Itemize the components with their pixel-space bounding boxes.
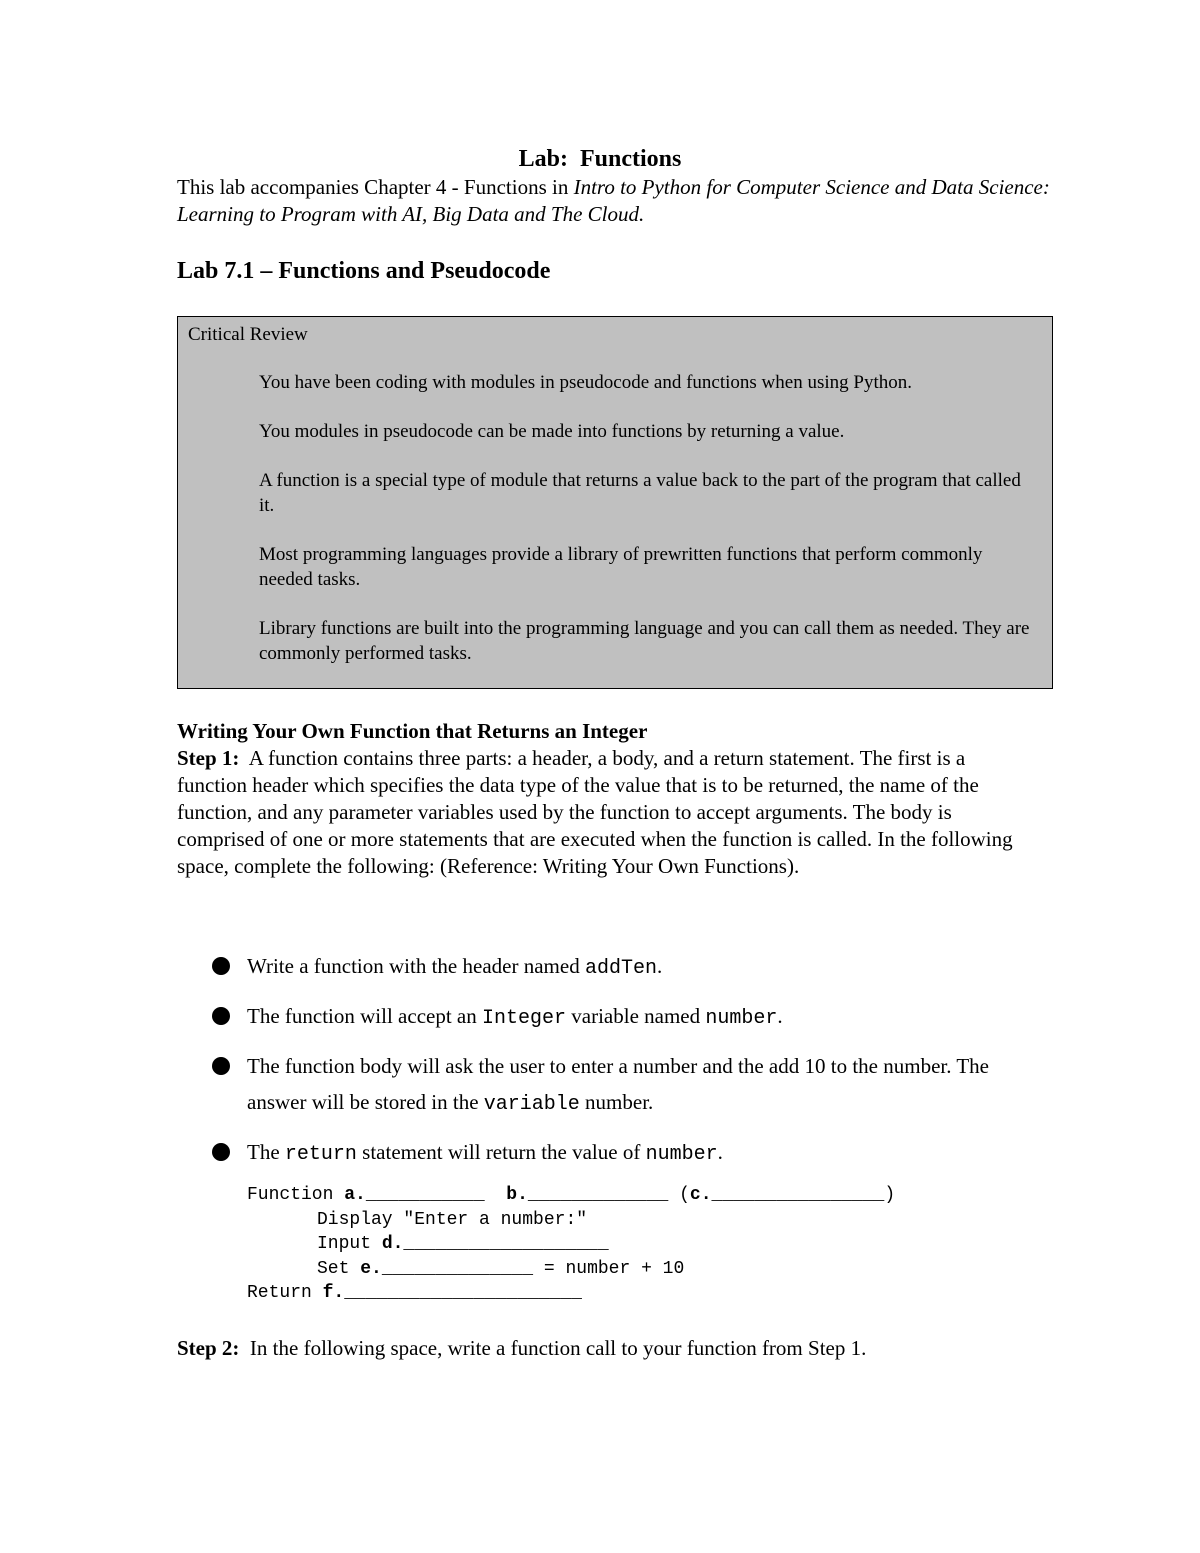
code-text: variable: [483, 1093, 580, 1116]
blank-label: d.: [381, 1234, 404, 1254]
intro-paragraph: [177, 174, 1057, 228]
bullet-text: statement will return the value of: [356, 1140, 646, 1164]
bullet-text: number.: [579, 1090, 654, 1114]
blank-b: _____________: [527, 1185, 669, 1205]
bullet-text: .: [717, 1140, 723, 1164]
critical-review-title: Critical Review: [188, 324, 308, 345]
blank-a: ___________: [365, 1185, 485, 1205]
pseudocode-line: [247, 1232, 895, 1257]
code-text: Integer: [482, 1007, 567, 1030]
keyword: Set: [317, 1258, 361, 1279]
blank-label: b.: [506, 1185, 528, 1205]
blank-label: a.: [344, 1185, 366, 1205]
blank-c: ________________: [711, 1185, 885, 1205]
blank-label: c.: [689, 1185, 712, 1205]
review-item: A function is a special type of module that returns a value back to the part of the program that called it.: [259, 470, 1021, 516]
blank-f: ______________________: [344, 1283, 582, 1303]
bullet-text: variable named: [566, 1004, 706, 1028]
code-text: return: [284, 1143, 357, 1166]
review-item: You have been coding with modules in pseudocode and functions when using Python.: [259, 372, 912, 393]
bullet-text: .: [777, 1004, 783, 1028]
bullet-icon: [212, 1007, 230, 1025]
pseudocode-line: [247, 1281, 895, 1306]
review-item: Most programming languages provide a library of prewritten functions that perform commonly needed tasks.: [259, 544, 983, 590]
critical-review-box: [177, 316, 1053, 689]
step-2-paragraph: [177, 1335, 1037, 1362]
bullet-text: The function body will ask the user to enter a number and the add 10 to the number. The answer will be stored in the: [247, 1054, 990, 1114]
bullet-icon: [212, 957, 230, 975]
step-1-label: Step 1:: [177, 746, 240, 770]
step-1-paragraph: [177, 745, 1037, 880]
bullet-text: .: [656, 954, 663, 978]
code-text: number: [645, 1143, 718, 1166]
code-text: number: [705, 1007, 778, 1030]
lab-heading: Lab 7.1 – Functions and Pseudocode: [177, 258, 551, 284]
step-1-text: A function contains three parts: a header, a body, and a return statement. The first is a function header which specifies the data type of the value that is to be returned, the name of the function, and any parameter variables used by the function to accept arguments. The body is comprised of one or more statements that are executed when the function is called. In the following space, complete the following: (Reference: Writing Your Own Functions).: [177, 746, 1013, 878]
blank-e: ______________: [381, 1258, 534, 1279]
page-title: Lab: Functions: [518, 146, 682, 172]
keyword: Input: [317, 1234, 382, 1254]
paren: ): [884, 1185, 896, 1205]
step-2-label: Step 2:: [177, 1336, 240, 1360]
pseudocode-line: [247, 1183, 895, 1208]
pseudocode-line: [247, 1257, 895, 1282]
review-item: You modules in pseudocode can be made into functions by returning a value.: [259, 421, 845, 442]
code-text: addTen: [584, 957, 657, 980]
book-title: Intro to Python for Computer Science and Data Science: Learning to Program with AI, Big Data and The Cloud.: [177, 175, 1050, 226]
keyword: Return: [247, 1283, 323, 1303]
blank-label: f.: [322, 1283, 345, 1303]
instruction-list: [212, 948, 1012, 1184]
list-item: [212, 1134, 1012, 1173]
section-heading: Writing Your Own Function that Returns an Integer: [177, 719, 648, 743]
pseudocode-block: [247, 1183, 895, 1306]
list-item: [212, 998, 1012, 1037]
bullet-text: Write a function with the header named: [247, 954, 585, 978]
paren: (: [668, 1185, 690, 1205]
list-item: [212, 1048, 1012, 1123]
bullet-text: The: [247, 1140, 285, 1164]
blank-label: e.: [360, 1258, 382, 1279]
assignment-expression: = number + 10: [533, 1258, 685, 1279]
bullet-text: The function will accept an: [247, 1004, 482, 1028]
pseudocode-line: [247, 1208, 895, 1233]
step-2-text: In the following space, write a function call to your function from Step 1.: [249, 1336, 867, 1360]
intro-text: This lab accompanies Chapter 4 - Functions in: [177, 175, 574, 199]
display-statement: Display "Enter a number:": [317, 1209, 588, 1230]
keyword: Function: [247, 1185, 345, 1205]
list-item: [212, 948, 1012, 987]
blank-d: ___________________: [403, 1234, 609, 1254]
review-item: Library functions are built into the programming language and you can call them as needed. They are commonly performed tasks.: [259, 618, 1030, 664]
bullet-icon: [212, 1057, 230, 1075]
bullet-icon: [212, 1143, 230, 1161]
